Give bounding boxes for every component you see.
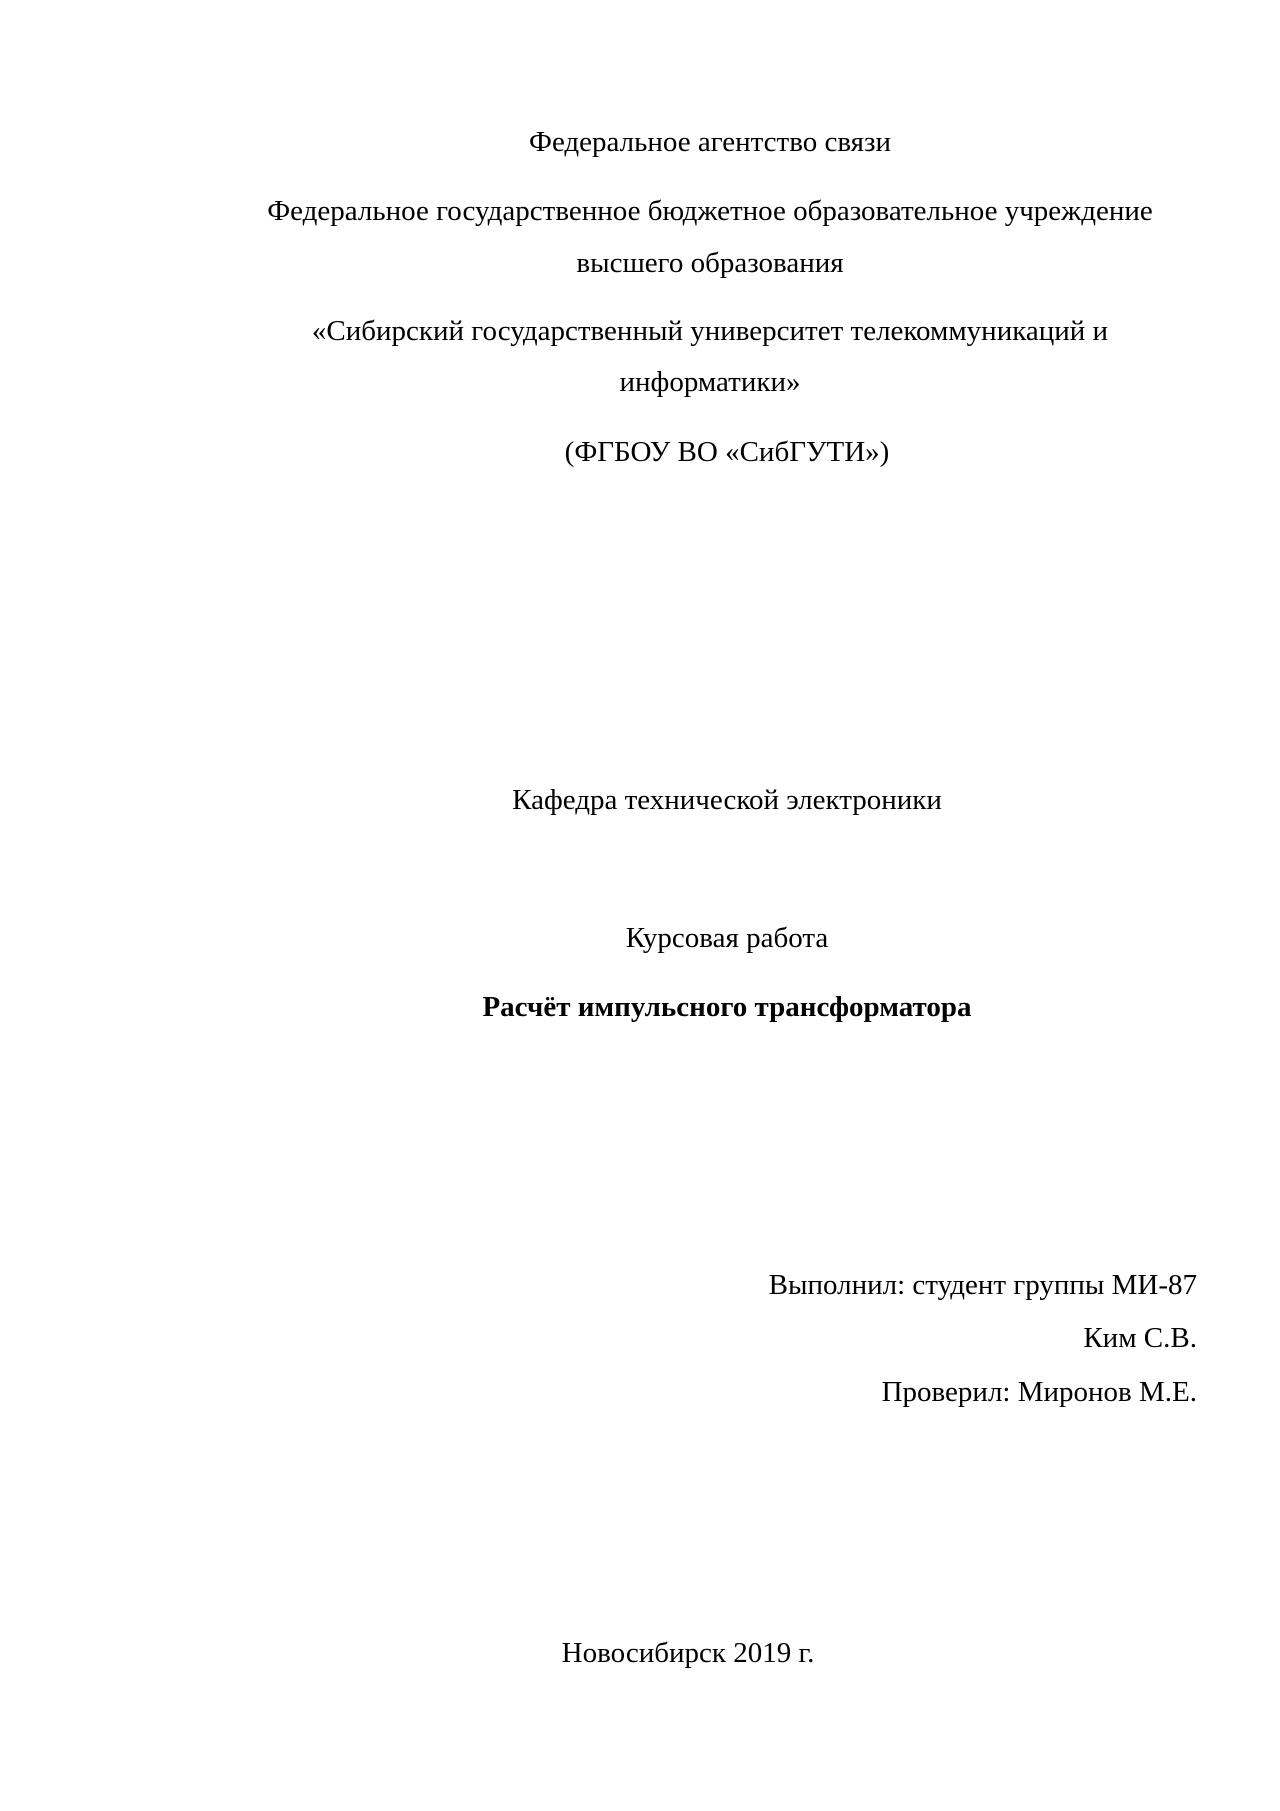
institution-name-line-1: Федеральное государственное бюджетное образовательное учреждение [267,195,1153,227]
university-name-line-1: «Сибирский государственный университет телекоммуникаций и [311,315,1109,347]
institution-name-line-2: высшего образования [576,247,844,279]
department-name: Кафедра технической электроники [512,784,942,816]
student-name: Ким С.В. [1083,1322,1197,1354]
document-title: Расчёт импульсного трансформатора [482,991,972,1023]
checked-by-line: Проверил: Миронов М.Е. [881,1376,1197,1408]
performed-by-line: Выполнил: студент группы МИ-87 [768,1269,1197,1301]
agency-name: Федеральное агентство связи [529,126,891,158]
university-abbreviation: (ФГБОУ ВО «СибГУТИ») [564,436,890,468]
document-type: Курсовая работа [625,922,829,954]
university-name-line-2: информатики» [619,366,801,398]
city-year: Новосибирск 2019 г. [561,1637,815,1669]
